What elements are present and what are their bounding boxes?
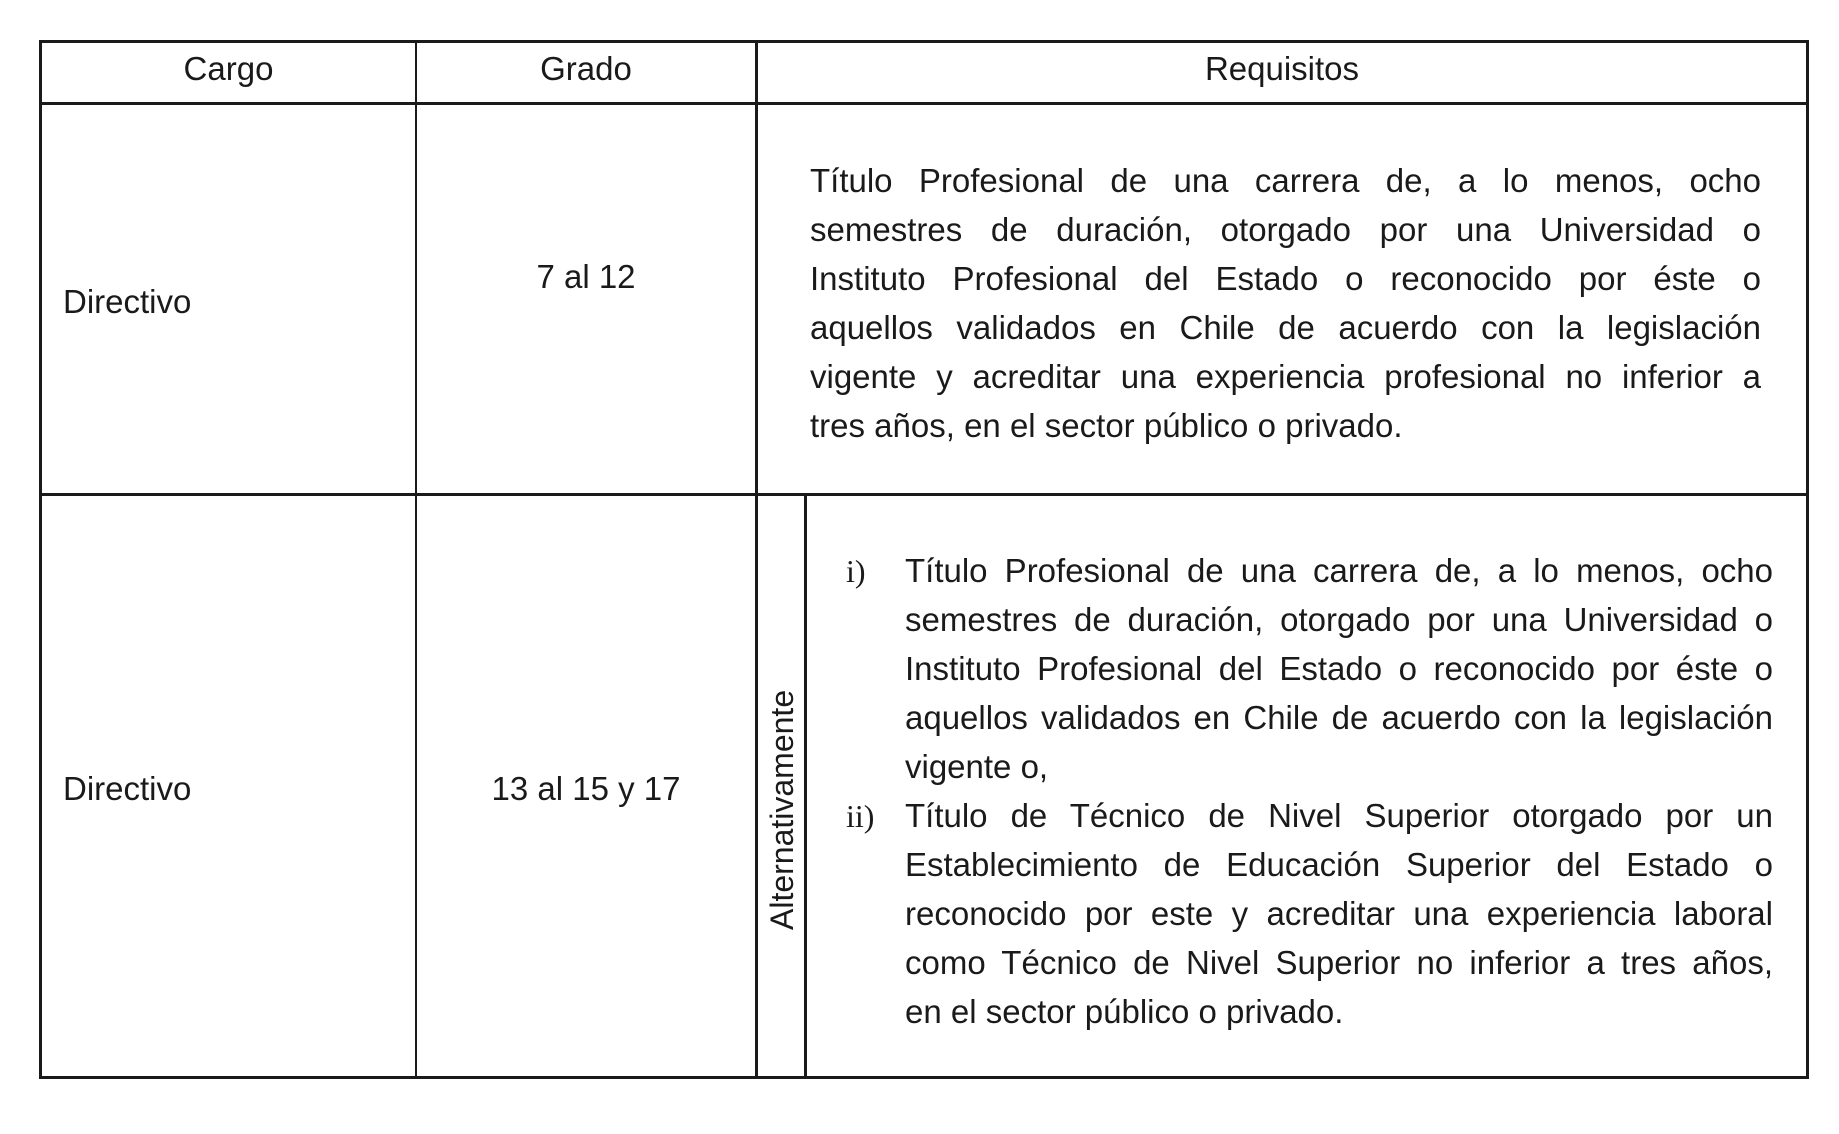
requisitos-line: Instituto Profesional del Estado o reconocido por éste o [810, 260, 1761, 297]
option-line: Título Profesional de una carrera de, a lo menos, ocho [905, 552, 1773, 589]
option-marker-ii: ii) [846, 798, 875, 834]
row-divider [39, 493, 1808, 496]
side-label-divider [804, 496, 807, 1076]
requisitos-line: Título Profesional de una carrera de, a lo menos, ocho [810, 162, 1761, 199]
option-line: en el sector público o privado. [905, 993, 1344, 1030]
row1-requisitos [810, 156, 1761, 450]
table-border-bottom [39, 1076, 1808, 1079]
requisitos-line: vigente y acreditar una experiencia profesional no inferior a [810, 358, 1761, 395]
option-line: como Técnico de Nivel Superior no inferior a tres años, [905, 944, 1773, 981]
option-line: vigente o, [905, 748, 1049, 785]
header-cargo: Cargo [183, 50, 274, 87]
option-line: Establecimiento de Educación Superior del Estado o [905, 846, 1773, 883]
requisitos-line: semestres de duración, otorgado por una Universidad o [810, 211, 1761, 248]
option-line: Instituto Profesional del Estado o reconocido por éste o [905, 650, 1773, 687]
row1-cargo: Directivo [63, 283, 192, 320]
side-label-alternativamente: Alternativamente [764, 689, 800, 930]
column-divider-grado-requisitos [755, 40, 758, 1079]
header-divider [39, 102, 1808, 105]
option-line: Título de Técnico de Nivel Superior otorgado por un [905, 797, 1773, 834]
requisitos-line: aquellos validados en Chile de acuerdo con la legislación [810, 309, 1761, 346]
header-requisitos: Requisitos [1204, 50, 1360, 87]
row2-grado: 13 al 15 y 17 [491, 770, 681, 807]
column-divider-cargo-grado [415, 40, 417, 1079]
table-border-left [39, 40, 42, 1079]
option-i-text [905, 546, 1773, 791]
row2-cargo: Directivo [63, 770, 192, 807]
option-line: semestres de duración, otorgado por una Universidad o [905, 601, 1773, 638]
header-grado: Grado [540, 50, 632, 87]
table-border-right [1806, 40, 1809, 1079]
option-marker-i: i) [846, 553, 866, 589]
option-ii-text [905, 791, 1773, 1036]
option-line: aquellos validados en Chile de acuerdo con la legislación [905, 699, 1773, 736]
option-line: reconocido por este y acreditar una experiencia laboral [905, 895, 1773, 932]
table-border-top [39, 40, 1808, 43]
row1-grado: 7 al 12 [536, 258, 636, 295]
requisitos-line: tres años, en el sector público o privado. [810, 407, 1403, 444]
